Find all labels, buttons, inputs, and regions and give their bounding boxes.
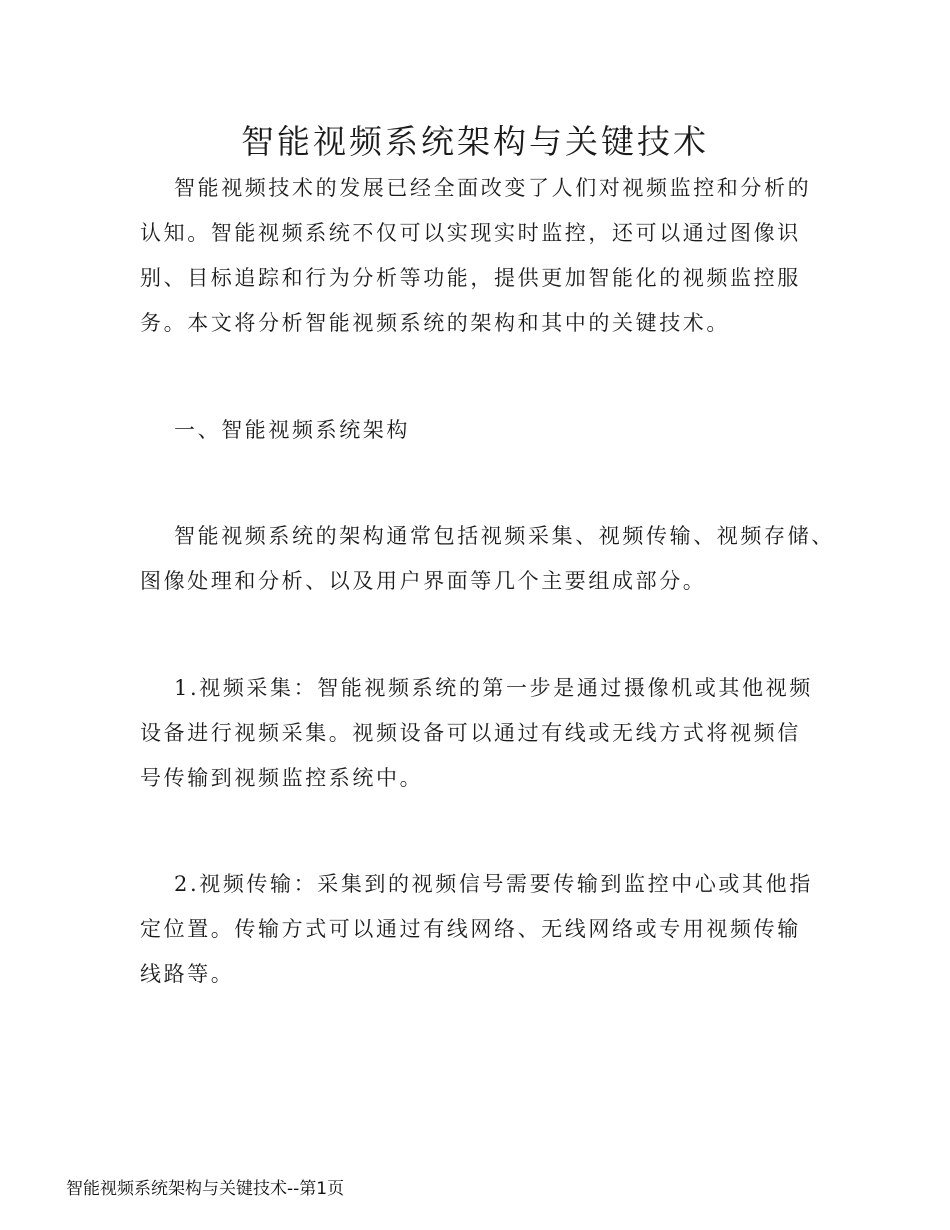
- section-heading: 一、智能视频系统架构: [174, 418, 410, 442]
- list-item-video-capture: 1.视频采集：智能视频系统的第一步是通过摄像机或其他视频设备进行视频采集。视频设备可以通过有线或无线方式将视频信号传输到视频监控系统中。: [140, 676, 813, 790]
- document-title: 智能视频系统架构与关键技术: [241, 122, 709, 162]
- page-footer: 智能视频系统架构与关键技术--第1页: [66, 1179, 345, 1199]
- intro-paragraph: 智能视频技术的发展已经全面改变了人们对视频监控和分析的认知。智能视频系统不仅可以实现实时监控，还可以通过图像识别、目标追踪和行为分析等功能，提供更加智能化的视频监控服务。本文将分析智能视频系统的架构和其中的关键技术。: [140, 176, 812, 335]
- architecture-paragraph: 智能视频系统的架构通常包括视频采集、视频传输、视频存储、图像处理和分析、以及用户界面等几个主要组成部分。: [140, 524, 835, 593]
- list-item-video-transmission: 2.视频传输：采集到的视频信号需要传输到监控中心或其他指定位置。传输方式可以通过有线网络、无线网络或专用视频传输线路等。: [140, 872, 813, 986]
